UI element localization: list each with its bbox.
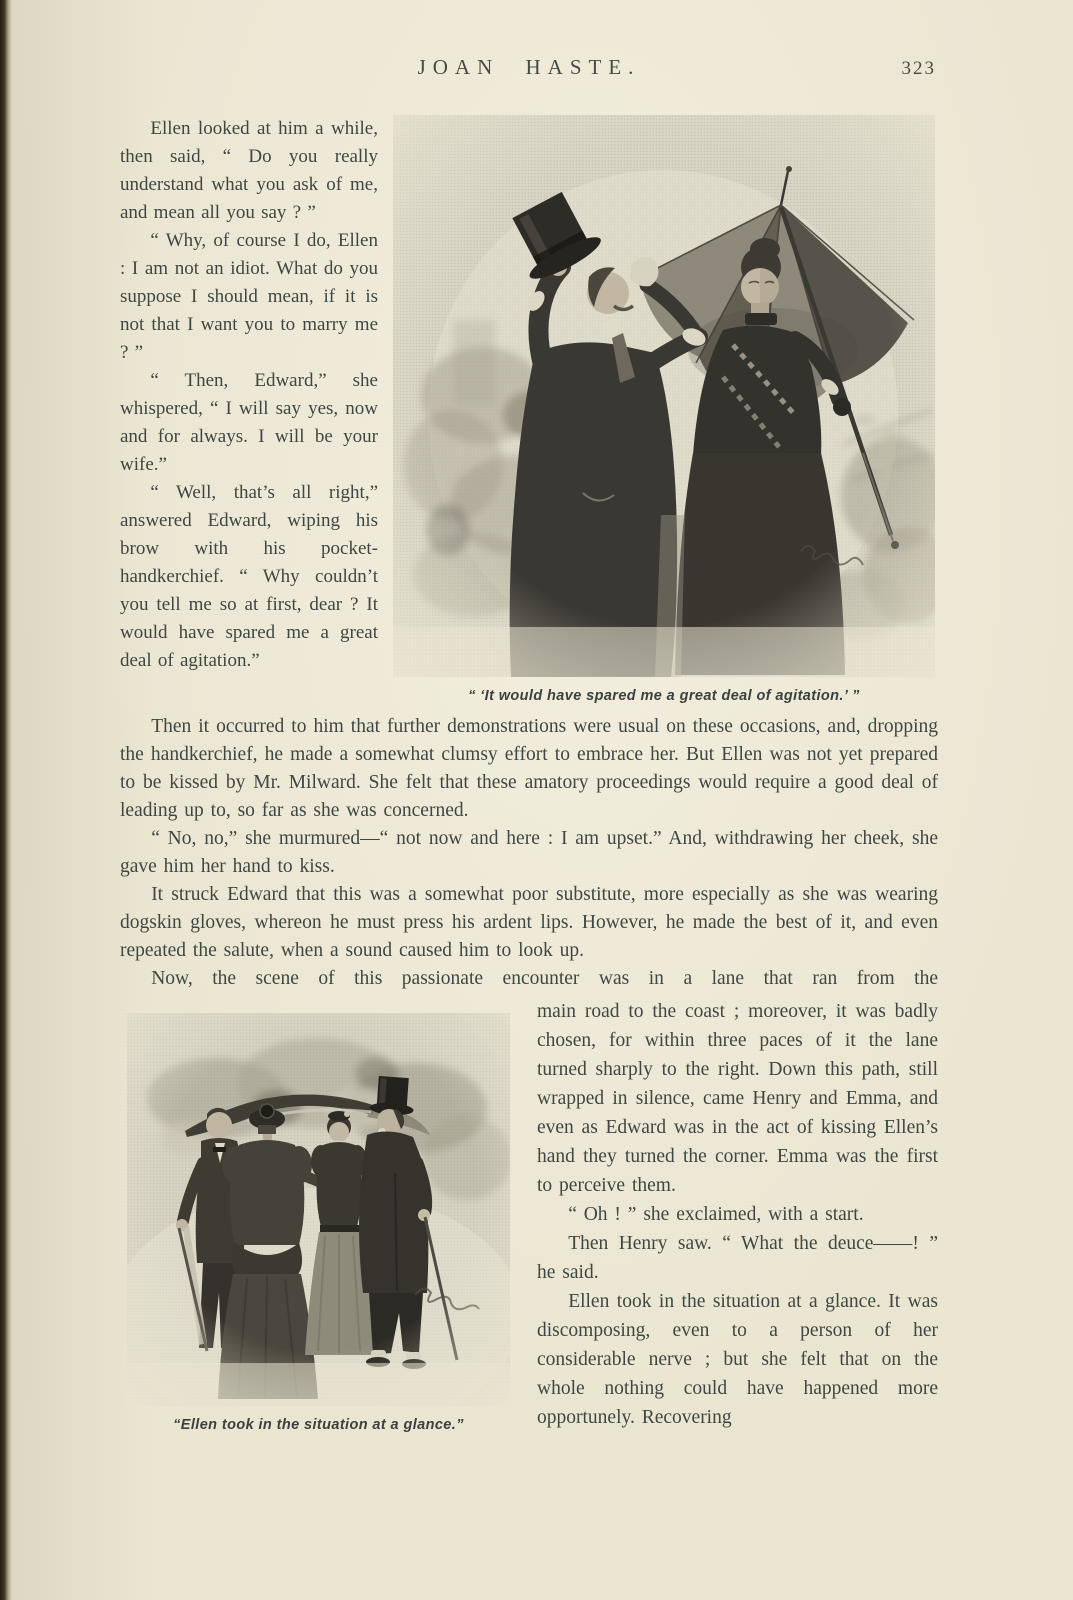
page-content [120,55,938,1433]
paragraph: “ Well, that’s all right,” answered Edward, wiping his brow with his pocket-handkerchief. “ Why couldn’t you tell me so at first, dear ? It would have spared me a great deal of agitation.” [120,482,378,671]
paragraph: It struck Edward that this was a somewhat poor substitute, more especially as she was wearing dogskin gloves, whereon he must press his ardent lips. However, he made the best of it, and even repeated the salute, when a sound caused him to look up. [120,884,938,961]
illustration-encounter-in-lane [127,1013,510,1406]
paragraph: “ No, no,” she murmured—“ not now and here : I am upset.” And, withdrawing her cheek, she gave him her hand to kiss. [120,828,938,877]
paragraph: Ellen took in the situation at a glance. It was discomposing, even to a person of her considerable nerve ; but she felt that on the whole nothing could have happened more opportunely. Recovering [537,1291,938,1428]
bottom-section [120,997,938,1433]
paragraph: Then it occurred to him that further demonstrations were usual on these occasions, and, dropping the handkerchief, he made a somewhat clumsy effort to embrace her. But Ellen was not yet prepared to be kissed by Mr. Milward. She felt that these amatory proceedings would require a good deal of leading up to, so far as she was concerned. [120,716,938,821]
right-text-column [537,997,938,1432]
page-gutter-shadow [0,0,12,1600]
figure-bottom [127,1013,510,1433]
page-header [120,55,938,89]
paragraph: Now, the scene of this passionate encounter was in a lane that ran from the [151,968,938,989]
running-title: JOAN HASTE. [417,55,641,79]
paragraph: main road to the coast ; moreover, it was badly chosen, for within three paces of it the lane turned sharply to the right. Down this path, still wrapped in silence, came Henry and Emma, and even as Edward was in the act of kissing Ellen’s hand they turned the corner. Emma was the first to perceive them. [537,1001,938,1196]
top-section [120,115,938,704]
figure-top-caption: “ ‘It would have spared me a great deal of agitation.’ ” [468,688,860,704]
body-text [120,713,938,993]
illustration-couple-with-umbrella [393,115,935,677]
page-number: 323 [901,58,936,79]
paragraph: Ellen looked at him a while, then said, “ Do you really understand what you ask of me, and mean all you say ? ” [120,118,378,223]
paragraph: “ Oh ! ” she exclaimed, with a start. [568,1204,864,1225]
figure-bottom-caption: “Ellen took in the situation at a glance.” [173,1417,464,1433]
paragraph: “ Then, Edward,” she whispered, “ I will say yes, now and for always. I will be your wife.” [120,370,378,475]
paragraph: “ Why, of course I do, Ellen : I am not an idiot. What do you suppose I should mean, if it is not that I want you to marry me ? ” [120,230,378,363]
paragraph: Then Henry saw. “ What the deuce——! ” he said. [537,1233,938,1283]
left-text-column [120,115,378,675]
figure-top [393,115,935,704]
